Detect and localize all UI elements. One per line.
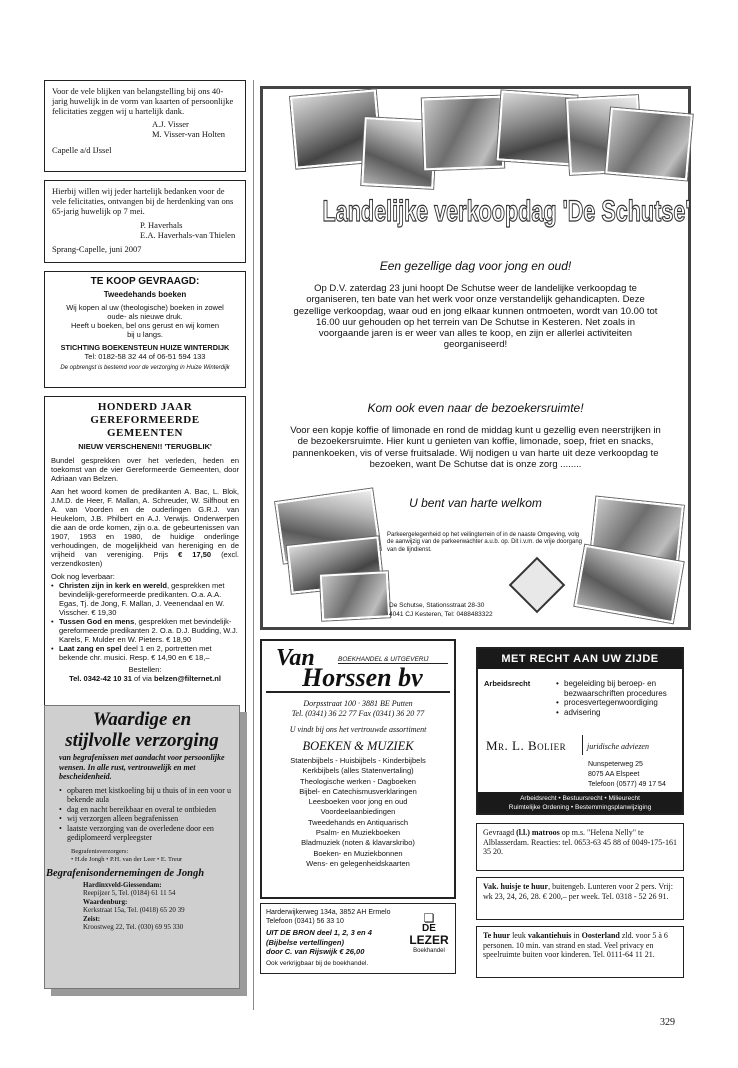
honderd-para1: Bundel gesprekken over het verleden, heden en toekomst van de vier Gereformeerde Gemeenten, door Adriaan van Belzen. — [51, 456, 239, 483]
haverhals-place: Sprang-Capelle, juni 2007 — [52, 244, 142, 254]
schutse-welcome: U bent van harte welkom — [409, 496, 542, 510]
haverhals-body: Hierbij willen wij jeder hartelijk bedanken voor de vele felicitaties, ontvangen bij de herdenking van ons 65-jarig huwelijk op 7 mei. — [52, 186, 234, 216]
huisje-ad — [476, 877, 684, 920]
horssen-tagline: BOEKHANDEL & UITGEVERIJ — [338, 656, 448, 664]
bolier-tel: Telefoon (0577) 49 17 54 — [588, 781, 666, 788]
honderd-contact — [51, 674, 239, 683]
horssen-list — [266, 756, 450, 869]
lezer-logo-de: DE — [422, 923, 436, 934]
schutse-address2: 4041 CJ Kesteren, Tel: 0488483322 — [389, 611, 493, 618]
schutse-parking: Parkeergelegenheid op het veilingterrein of in de naaste Omgeving, volg de aanwijzig van de parkeerwachter a.u.b. op. Dit i.v.m. de vrije doorgang van de lijndienst. — [387, 532, 582, 553]
oosterland-bold2: vakantiehuis — [527, 931, 572, 940]
visser-name1: A.J. Visser — [152, 119, 189, 129]
huisje-text — [483, 882, 677, 901]
jongh-ad — [44, 705, 240, 989]
lezer-sub: (Bijbelse vertellingen) — [266, 937, 344, 947]
schutse-title: Landelijke verkoopdag 'De Schutse' — [322, 195, 691, 228]
horssen-ad — [260, 639, 456, 899]
haverhals-name1: P. Haverhals — [140, 220, 183, 230]
horssen-logo — [266, 645, 450, 693]
schutse-body2: Voor een kopje koffie of limonade en rond de middag kunt u gezellig even neerstrijken in de bezoekersruimte. Hier kunt u genieten van koffie, limonade, soep, friet en snacks, pannenkoeken, vis of verse fruitsalade. Wij nodigen u van harte uit deze verkoopdag te bezoeken, want De Schutse dat is onze zorg ........ — [290, 425, 661, 470]
honderd-ad — [44, 396, 246, 718]
tekoop-subtitle: Tweedehands boeken — [103, 290, 187, 299]
oosterland-bold1: Te huur — [483, 931, 511, 940]
horssen-heading: BOEKEN & MUZIEK — [302, 739, 414, 753]
oosterland-mid2: in — [571, 931, 582, 940]
lezer-note: Ook verkrijgbaar bij de boekhandel. — [266, 959, 369, 967]
honderd-price-note: (excl. verzendkosten) — [51, 550, 239, 568]
list-item: • dag en nacht bereikbaar en overal te ontbieden — [59, 805, 233, 815]
list-item: • begeleiding bij beroep- en bezwaarschriften procedures — [556, 679, 681, 698]
list-item — [51, 617, 239, 644]
jongh-addr3: Kroostweg 22, Tel. (030) 69 95 330 — [83, 923, 184, 931]
visser-ad — [44, 80, 246, 172]
lezer-title: UIT DE BRON deel 1, 2, 3 en 4 — [266, 928, 372, 937]
item-text: , gesprekken met bevindelijk-gereformeerde predikanten 2. O.a. D.J. Budding, W.J. Karels, F. Mulder en W. Pieters. € 18,90 — [59, 617, 238, 644]
oosterland-text — [483, 931, 677, 960]
event-photo — [605, 108, 692, 181]
item-title: Christen zijn in kerk en wereld — [59, 581, 167, 590]
haverhals-ad — [44, 180, 246, 263]
matroos-body: op m.s. "Helena Nelly" te Alblasserdam. Reacties: tel. 0653-63 45 88 of 0049-175-161 35 20. — [483, 828, 677, 856]
lezer-logo-sub: Boekhandel — [413, 948, 445, 954]
bolier-addr2: 8075 AA Elspeet — [588, 771, 640, 778]
jongh-company: Begrafenisondernemingen de Jongh — [46, 867, 205, 879]
list-item: • opbaren met kistkoeling bij u thuis of in een voor u bekende aula — [59, 786, 233, 805]
honderd-price: € 17,50 — [178, 550, 212, 559]
list-item — [51, 644, 239, 662]
list-item: • procesvertegenwoordiging — [556, 698, 681, 708]
horssen-logo-van: Van — [276, 645, 315, 671]
jongh-staff: • H.de Jongh • P.H. van der Leer • E. Treur — [71, 855, 183, 863]
list-item: Bijbel- en Catechismusverklaringen — [299, 786, 417, 796]
matroos-bold: (l.l.) matroos — [516, 828, 560, 837]
matroos-ad — [476, 823, 684, 871]
tekoop-title: TE KOOP GEVRAAGD: — [90, 276, 200, 287]
lezer-addr: Harderwijkerweg 134a, 3852 AH Ermelo — [266, 909, 391, 916]
honderd-tel: Tel. 0342-42 10 31 — [69, 674, 132, 683]
bolier-footer1: Arbeidsrecht • Bestuursrecht • Milieurecht — [520, 795, 640, 802]
tekoop-tel: Tel: 0182-58 32 44 of 06-51 594 133 — [84, 352, 206, 361]
schutse-ad — [260, 86, 691, 630]
oosterland-ad — [476, 926, 684, 978]
book-icon: ❏ — [423, 911, 435, 925]
jongh-loc3: Zeist: — [83, 914, 101, 923]
bolier-name: Mr. L. Bolier — [486, 738, 567, 753]
jongh-loc2: Waardenburg: — [83, 897, 128, 906]
horssen-logo-name: Horssen bv — [302, 663, 423, 692]
jongh-loc1: Hardinxveld-Giessendam: — [83, 880, 162, 889]
jongh-intro: van begrafenissen met aandacht voor persoonlijke wensen. In alle rust, vertrouwelijk en met bescheidenheid. — [59, 753, 225, 781]
bolier-footer — [478, 792, 682, 813]
list-item — [51, 581, 239, 617]
list-item: • wij verzorgen alleen begrafenissen — [59, 814, 233, 824]
bolier-role: juridische adviezen — [587, 742, 649, 751]
bolier-services — [556, 679, 681, 717]
bolier-ad — [476, 647, 684, 815]
honderd-subtitle: NIEUW VERSCHENEN!! 'TERUGBLIK' — [78, 442, 212, 451]
schutse-slogan: Een gezellige dag voor jong en oud! — [379, 259, 572, 273]
bolier-divider — [582, 735, 583, 755]
tekoop-ad — [44, 271, 246, 388]
jongh-addr1: Reepijzer 5, Tel. (0184) 61 11 54 — [83, 889, 176, 897]
jongh-title1: Waardige en — [92, 709, 192, 730]
visser-body: Voor de vele blijken van belangstelling bij ons 40-jarig huwelijk in de vorm van kaarten of persoonlijke felicitaties zeggen wij u hartelijk dank. — [52, 86, 234, 116]
honderd-order: Bestellen: — [128, 665, 162, 674]
tekoop-body2: Heeft u boeken, bel ons gerust en wij komen bij u langs. — [70, 321, 219, 339]
oosterland-mid: leuk — [510, 931, 528, 940]
lezer-logo — [409, 912, 449, 956]
visser-name2: M. Visser-van Holten — [152, 129, 226, 139]
tekoop-org: STICHTING BOEKENSTEUN HUIZE WINTERDIJK — [60, 343, 230, 352]
schutse-sub2: Kom ook even naar de bezoekersruimte! — [367, 401, 584, 415]
list-item: Statenbijbels - Huisbijbels - Kinderbijbels — [290, 756, 426, 765]
list-item: • advisering — [556, 708, 681, 718]
haverhals-name2: E.A. Haverhals-van Thielen — [140, 230, 236, 240]
tekoop-body1: Wij kopen al uw (theologische) boeken in zowel oude- als nieuwe druk. — [66, 303, 224, 321]
item-title: Laat zang en spel — [59, 644, 122, 653]
list-item: Boeken- en Muziekbonnen — [313, 848, 403, 858]
bolier-footer2: Ruimtelijke Ordening • Bestemmingsplanwijziging — [508, 804, 652, 811]
column-divider — [253, 80, 254, 1010]
jongh-list — [51, 786, 233, 843]
schutse-logo — [509, 557, 566, 614]
matroos-text — [483, 828, 677, 857]
honderd-of: of via — [131, 674, 154, 683]
schutse-address: De Schutse, Stationsstraat 28-30 — [389, 602, 485, 609]
lezer-logo-lezer: LEZER — [409, 933, 449, 947]
list-item: Psalm- en Muziekboeken — [315, 828, 401, 838]
list-item: Leesboeken voor jong en oud — [308, 797, 408, 807]
horssen-tel: Tel. (0341) 36 22 77 Fax (0341) 36 20 77 — [291, 709, 425, 718]
list-item: Bladmuziek (noten & klavarskribo) — [301, 838, 415, 848]
jongh-addr2: Kerkstraat 15a, Tel. (0418) 65 20 39 — [83, 906, 185, 914]
page-number: 329 — [660, 1017, 675, 1028]
honderd-para2-text: Aan het woord komen de predikanten A. Bac, L. Blok, J.M.D. de Heer, F. Mallan, A. Schreuder, W. Silfhout en A. van Voorden en de ouderlingen G.R.J. van Heukelom, J.B. Philbert en A.J. Verwijs. Onderwerpen die aan de orde komen, zijn o.a. de gebeurtenissen van 1907, 1953 en 1980, de huidige onderlinge verhoudingen, de mogelijkheid van hereniging en de vrijheid van vereniging. Prijs — [51, 487, 239, 559]
list-item: Voordeelaanbiedingen — [320, 807, 396, 817]
huisje-bold: Vak. huisje te huur — [483, 882, 549, 891]
schutse-body: Op D.V. zaterdag 23 juni hoopt De Schutse weer de landelijke verkoopdag te organiseren, ten bate van het werk voor onze verstandelijk gehandicapten. Deze gezellige verkoopdag, waar oud en jong elkaar kunnen ontmoeten, wordt van 10.00 tot 16.00 uur gehouden op het terrein van De Schutse in Kesteren. Net zoals in voorgaande jaren is er weer van alles te koop, en zijn er allerlei activiteiten georganiseerd! — [293, 283, 658, 351]
huisje-body: , buitengeb. Lunteren voor 2 pers. Vrij: wk 23, 24, 26, 28. € 200,– per week. Tel. 0318 - 52 26 91. — [483, 882, 673, 901]
lezer-ad — [260, 903, 456, 974]
bolier-header — [478, 649, 682, 669]
jongh-staff-label: Begrafenisverzorgers: — [71, 847, 129, 855]
bolier-header-text: MET RECHT AAN UW ZIJDE — [501, 653, 659, 665]
jongh-title2: stijlvolle verzorging — [65, 730, 219, 751]
bolier-category: Arbeidsrecht — [484, 679, 531, 688]
jongh-locations — [51, 881, 233, 932]
honderd-also: Ook nog leverbaar: — [51, 572, 115, 581]
lezer-tel: Telefoon (0341) 56 33 10 — [266, 918, 344, 925]
matroos-pre: Gevraagd — [483, 828, 517, 837]
lezer-author: door C. van Rijswijk € 26,00 — [266, 947, 365, 956]
visser-place: Capelle a/d IJssel — [52, 145, 112, 155]
tekoop-note: De opbrengst is bestemd voor de verzorging in Huize Winterdijk — [60, 365, 230, 371]
list-item: • laatste verzorging van de overledene door een gediplomeerd verpleegster — [59, 824, 233, 843]
horssen-addr: Dorpsstraat 100 · 3881 BE Putten — [303, 699, 413, 708]
oosterland-bold3: Oosterland — [581, 931, 620, 940]
honderd-list — [51, 581, 239, 662]
list-item: Wens- en gelegenheidskaarten — [306, 858, 410, 868]
list-item: Kerkbijbels (alles Statenvertaling) — [302, 766, 414, 776]
honderd-email[interactable]: belzen@filternet.nl — [154, 674, 221, 683]
honderd-para2 — [51, 487, 239, 568]
event-photo — [422, 96, 504, 171]
item-text: deel 1 en 2, portretten met bekende chr. musici. Resp. € 14,90 en € 18,– — [59, 644, 212, 662]
bus-photo — [320, 571, 390, 620]
horssen-motto: U vindt bij ons het vertrouwde assortiment — [289, 725, 427, 734]
oosterland-body: zld. voor 5 à 6 personen. 10 min. van strand en stad. Veel privacy en speelruimte buiten voor kinderen. Tel. 0111-64 11 21. — [483, 931, 668, 959]
list-item: Tweedehands en Antiquarisch — [307, 817, 409, 827]
item-text: , gesprekken met bevindelijk-gereformeerde predikanten. O.a. A.A. Egas, Tj. de Jong, F. Mallan, J. Veenendaal en W. Visscher. € 19,30 — [59, 581, 225, 617]
honderd-title1: HONDERD JAAR — [97, 401, 193, 413]
list-item: Theologische werken - Dagboeken — [300, 776, 416, 786]
item-title: Tussen God en mens — [59, 617, 135, 626]
honderd-title2: GEREFORMEERDE GEMEENTEN — [90, 414, 200, 439]
bolier-addr1: Nunspeterweg 25 — [588, 761, 643, 768]
